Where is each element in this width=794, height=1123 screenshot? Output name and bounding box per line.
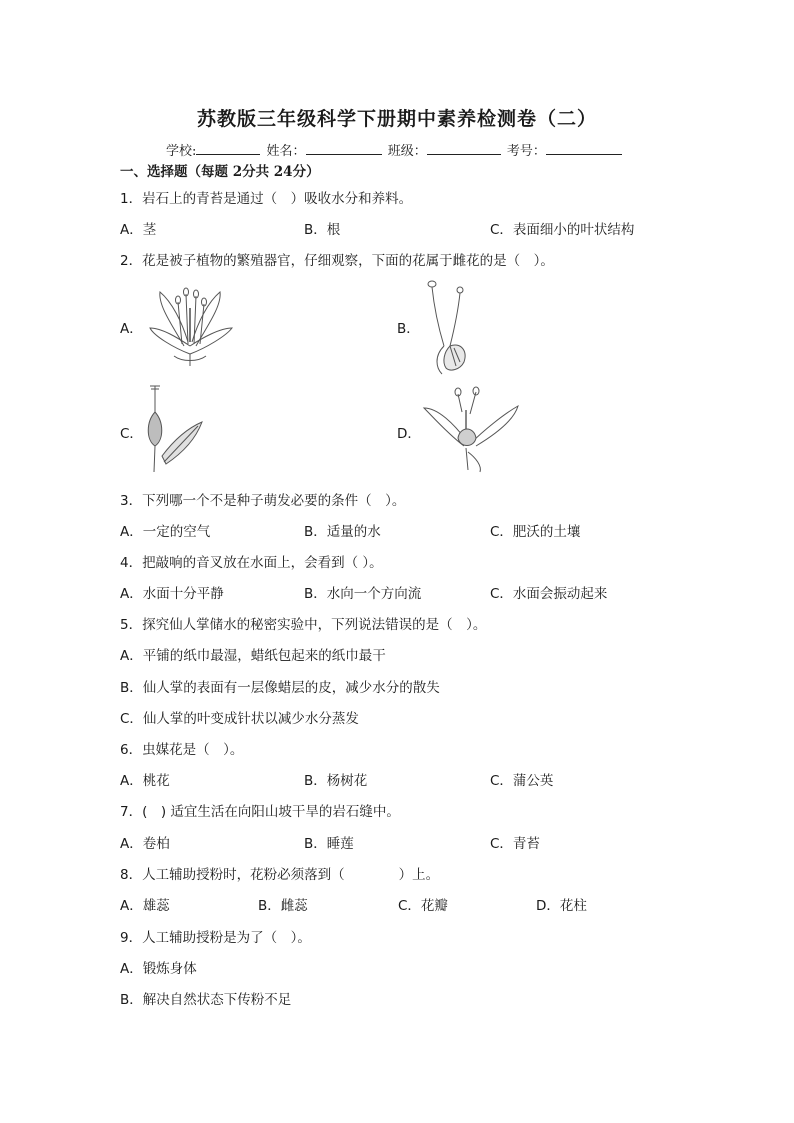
option[interactable]: A．卷柏 [120, 836, 170, 852]
option[interactable]: A．平铺的纸巾最湿，蜡纸包起来的纸巾最干 [120, 648, 386, 664]
question-stem: 8．人工辅助授粉时，花粉必须落到（ ）上。 [120, 867, 440, 883]
name-blank[interactable] [306, 140, 382, 155]
option[interactable]: A．桃花 [120, 773, 170, 789]
class-label: 班级： [387, 144, 427, 159]
class-blank[interactable] [427, 140, 501, 155]
option[interactable]: C．蒲公英 [490, 773, 554, 789]
question-stem: 6．虫媒花是（ ）。 [120, 742, 244, 758]
option[interactable]: A． [120, 321, 143, 337]
question-stem: 1．岩石上的青苔是通过（ ）吸收水分和养料。 [120, 191, 413, 207]
option[interactable]: C．肥沃的土壤 [490, 524, 581, 540]
flower-d-icon [418, 386, 522, 474]
option[interactable]: C．表面细小的叶状结构 [490, 222, 635, 238]
question-stem: 3．下列哪一个不是种子萌发必要的条件（ ）。 [120, 493, 406, 509]
option[interactable]: B．根 [304, 222, 341, 238]
option[interactable]: B．水向一个方向流 [304, 586, 422, 602]
option[interactable]: A．茎 [120, 222, 157, 238]
school-blank[interactable] [196, 140, 260, 155]
option[interactable]: C．花瓣 [398, 898, 448, 914]
exam-no-blank[interactable] [546, 140, 622, 155]
option[interactable]: B．雌蕊 [258, 898, 308, 914]
option[interactable]: D． [397, 426, 421, 442]
question-stem: 7．( ) 适宜生活在向阳山坡干旱的岩石缝中。 [120, 804, 400, 820]
option[interactable]: A．一定的空气 [120, 524, 211, 540]
option[interactable]: B．仙人掌的表面有一层像蜡层的皮，减少水分的散失 [120, 680, 440, 696]
flower-a-icon [144, 284, 236, 368]
flower-b-icon [420, 276, 476, 376]
option[interactable]: A．水面十分平静 [120, 586, 224, 602]
option[interactable]: B．杨树花 [304, 773, 368, 789]
page-title: 苏教版三年级科学下册期中素养检测卷（二） [196, 108, 597, 130]
option[interactable]: C．仙人掌的叶变成针状以减少水分蒸发 [120, 711, 359, 727]
name-label: 姓名： [266, 144, 306, 159]
option[interactable]: B．解决自然状态下传粉不足 [120, 992, 292, 1008]
option[interactable]: A．雄蕊 [120, 898, 170, 914]
option[interactable]: B．适量的水 [304, 524, 381, 540]
option[interactable]: D．花柱 [536, 898, 587, 914]
option[interactable]: C．青苔 [490, 836, 540, 852]
student-info-line [166, 140, 624, 159]
question-stem: 4．把敲响的音叉放在水面上，会看到（ ）。 [120, 555, 383, 571]
question-stem: 2．花是被子植物的繁殖器官，仔细观察，下面的花属于雌花的是（ ）。 [120, 253, 554, 269]
option[interactable]: C． [120, 426, 143, 442]
option[interactable]: B．睡莲 [304, 836, 354, 852]
option[interactable]: C．水面会振动起来 [490, 586, 608, 602]
flower-c-icon [140, 382, 208, 476]
question-stem: 5．探究仙人掌储水的秘密实验中，下列说法错误的是（ ）。 [120, 617, 487, 633]
question-stem: 9．人工辅助授粉是为了（ ）。 [120, 930, 311, 946]
section-heading: 一、选择题（每题 2分共 24分） [120, 164, 320, 180]
school-label: 学校: [166, 144, 197, 159]
option[interactable]: A．锻炼身体 [120, 961, 197, 977]
option[interactable]: B． [397, 321, 420, 337]
exam-no-label: 考号： [506, 144, 546, 159]
